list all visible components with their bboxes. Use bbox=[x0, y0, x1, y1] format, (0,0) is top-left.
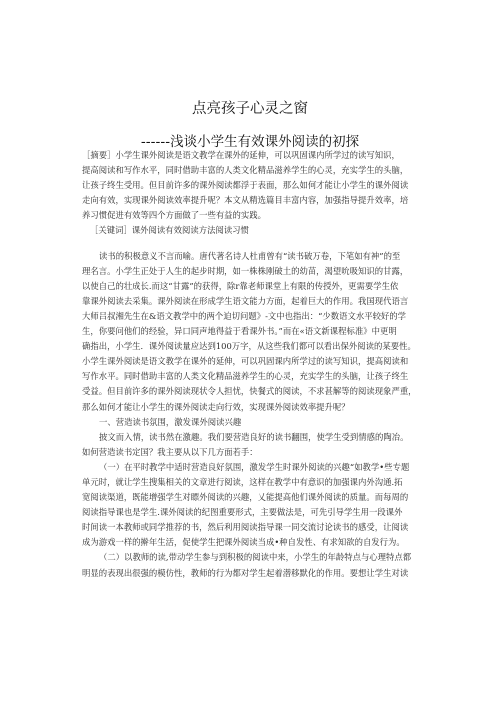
keywords-line: ［关键词］课外阅读有效阅读方法阅读习惯 bbox=[90, 225, 249, 236]
document-title: 点亮孩子心灵之窗 bbox=[192, 101, 308, 117]
intro-line: 以使自己的壮成长.而这“甘露”的获得，除r靠老师课堂上有限的传授外，更需要学生依 bbox=[82, 280, 399, 291]
paragraph-line: 成为游戏一样的擀年生活，促使学生把课外阅读当成•种自发性、有求知欲的自发行为。 bbox=[82, 537, 405, 548]
document-subtitle: ------浅谈小学生有效课外阅读的初探 bbox=[140, 134, 360, 150]
paragraph-line: （一）在平时教学中适时营造良好氛围，激发学生时课外阅读的兴趣“如教学•些专题 bbox=[99, 461, 410, 472]
intro-line: 小学生课外阅读是语文教学在课外的延伸，可以巩固课内所学过的读写知识，提高阅读和 bbox=[82, 356, 409, 367]
intro-line: 写作水平。同时借助丰富的人类文化精品滋养学生的心灵，充实学生的头脑，让孩子终生 bbox=[82, 371, 409, 382]
abstract-line: 走向有效，实现课外阅读效率提升呢？本文从精选篇目丰富内容，加强指导提升效率，培 bbox=[82, 195, 409, 206]
abstract-line: 养习惯促进有效等四个方面做了一些有益的实践。 bbox=[82, 210, 267, 221]
abstract-line: ［摘要］小学生课外阅读是语文教学在课外的延伸，可以巩固课内所学过的读写知识， bbox=[82, 150, 400, 160]
document-body bbox=[82, 148, 454, 581]
intro-line: 那么如何才能让小学生的课外阅读走向行效，实现课外阅读效率提升呢？ bbox=[82, 401, 350, 412]
paragraph-line: 单元时，就让学生搜集相关的文章进行阅读，这样在教学中有意识的加强课内外沟通.拓 bbox=[82, 476, 403, 487]
abstract-line: 让孩子终生受用。但目前许多的课外阅读都浮于表面，那么如何才能让小学生的课外阅读 bbox=[82, 180, 409, 191]
paragraph-line: 时间读一本教师或同学推荐的书，然后利用阅读指导课一同交流讨论读书的感受，让阅读 bbox=[82, 522, 409, 533]
intro-line: 生，你要问他们的经验，异口同声地得益于看课外书。”而在«语文新课程标准》中更明 bbox=[82, 326, 397, 337]
intro-line: 读书的积极意义不言而喻。唐代著名诗人杜甫曾有“读书破万卷，下笔如有神”的至 bbox=[99, 250, 401, 261]
abstract-line: 提高阅读和写作水平，同时借助丰富的人类文化精品滋养学生的心灵，充实学生的头脑， bbox=[82, 165, 409, 176]
section-intro-line: 披文而入情，读书然在激趣。我们要营造良好的读书翻围，使学生受到情感的陶冶。 bbox=[99, 431, 409, 442]
section-heading: 一、营造读书氛围，激发课外阅读兴趣 bbox=[99, 416, 242, 427]
intro-line: 靠课外阅读去采集。课外阅读在形成学生语文能力方面，起着巨大的作用。我国现代语言 bbox=[82, 295, 409, 306]
paragraph-line: 阅读指导课也是学生.课外阅读的纪图重要形式，主要做法是，可先引导学生用一段课外 bbox=[82, 507, 403, 518]
paragraph-line: 明显的表现出很强的模仿性，教师的行为都对学生起着潜移默化的作用。要想让学生对读 bbox=[82, 567, 409, 578]
section-intro-line: 如何营造读书定国？我主要从以下几方面若手： bbox=[82, 446, 258, 457]
intro-line: 大师吕叔湘先生在&语文教学中的两个迫切问题》-文中也指出：“少数语文水平较好的学 bbox=[82, 310, 407, 321]
paragraph-line: （二）以教师的读,带动学生参与到积极的阅读中来，小学生的年龄特点与心理特点都 bbox=[99, 552, 412, 563]
paragraph-line: 宽阅读渠道，既能增强学生对瞟外阅读的兴趣，乂能提高他们课外阅读的质量。而每周的 bbox=[82, 492, 409, 503]
intro-line: 确指出，小学生．课外阅读量应达到100万字，从这些我们都可以看出保外阅读的某要性。 bbox=[82, 341, 416, 352]
intro-line: 理名言。小学生正处于人生的起步时期，如一株株刚破土的幼苗，渴望吮吸知识的甘露， bbox=[82, 265, 409, 276]
intro-line: 受益。但目前许多的课外阅读现状令人担忧，快餐式的阅读，不求甚解等的阅读现象严重， bbox=[82, 386, 417, 397]
